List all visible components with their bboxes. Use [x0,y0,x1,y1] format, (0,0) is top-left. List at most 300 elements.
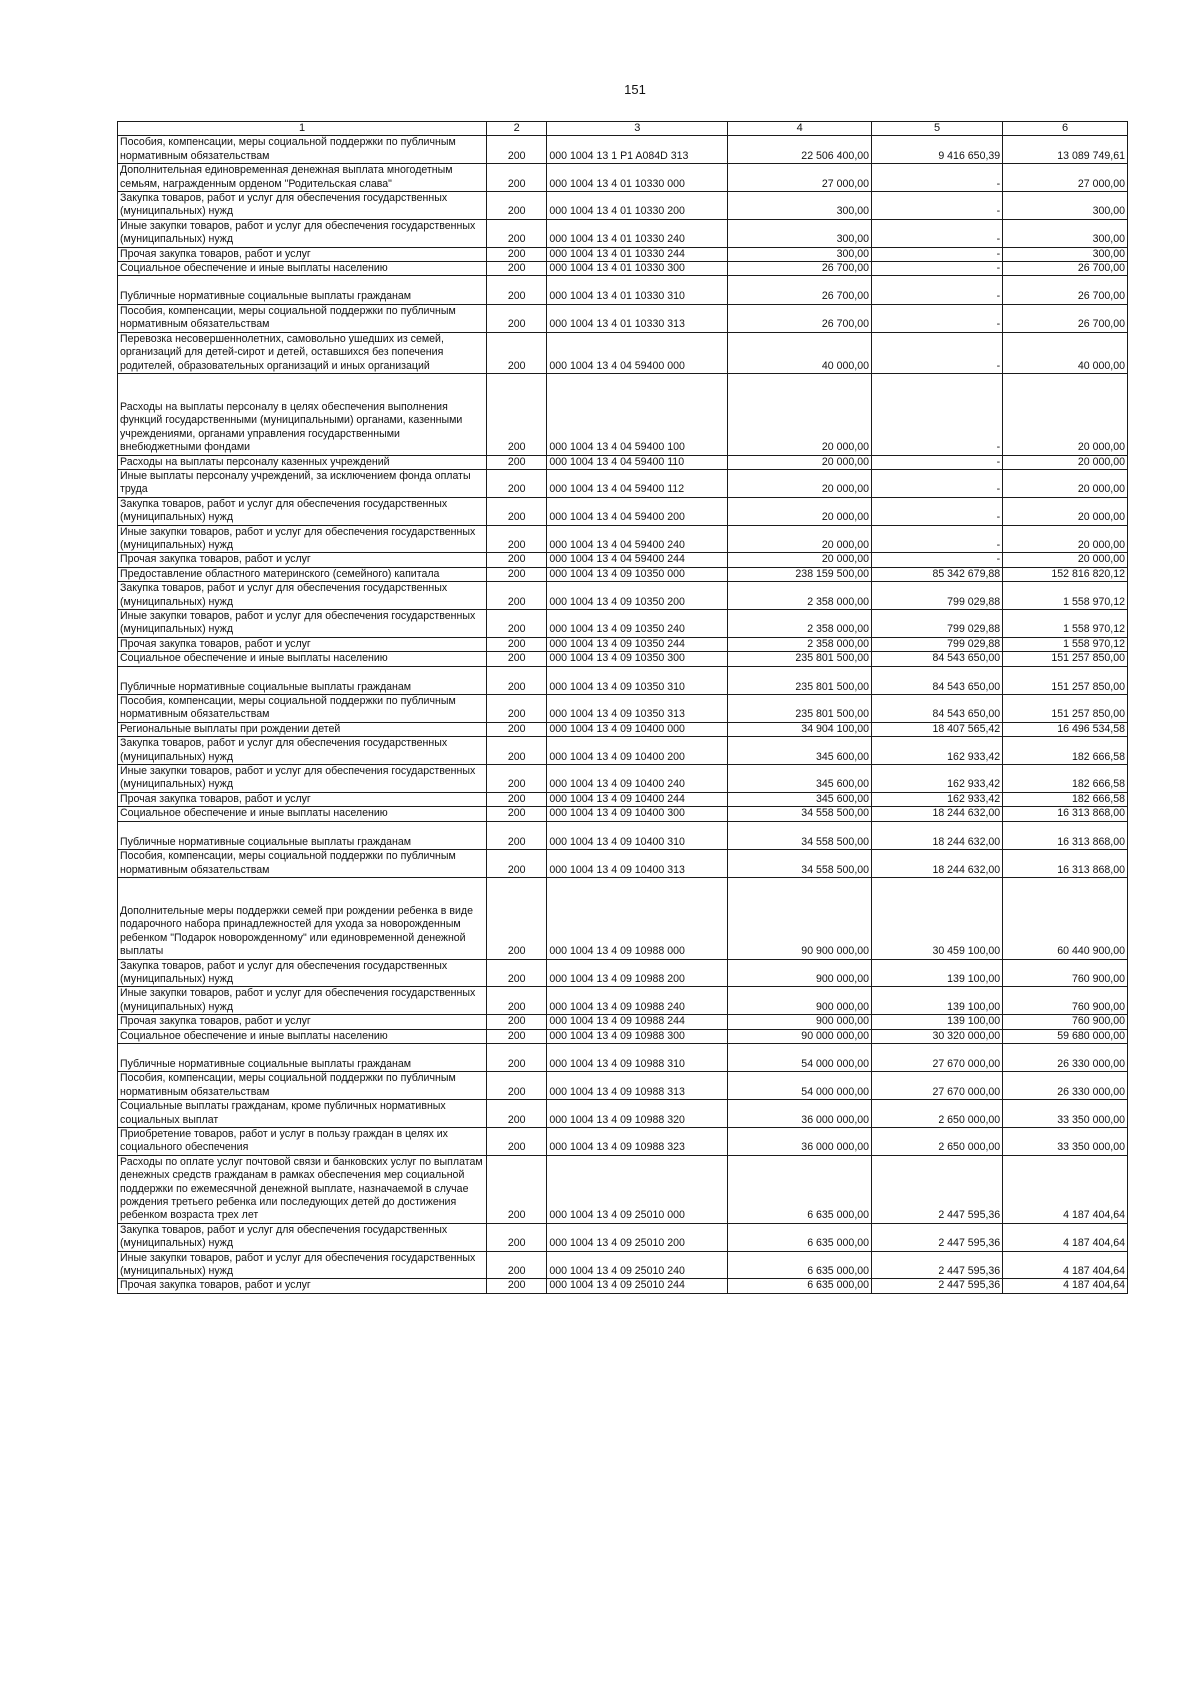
table-row [118,1072,1128,1100]
row-executed-amount: - [872,164,1003,192]
header-col-1: 1 [118,122,487,136]
row-admin-code: 200 [487,1015,547,1029]
row-name: Прочая закупка товаров, работ и услуг [118,553,487,567]
table-row [118,722,1128,736]
row-approved-amount: 40 000,00 [728,332,872,373]
row-executed-amount: 2 650 000,00 [872,1128,1003,1156]
table-row [118,567,1128,581]
row-executed-amount: - [872,304,1003,332]
header-row [118,122,1128,136]
row-name: Дополнительная единовременная денежная выплата многодетным семьям, награжденным орденом "Родительская слава" [118,164,487,192]
row-remaining-amount: 182 666,58 [1003,737,1128,765]
row-executed-amount: 2 447 595,36 [872,1155,1003,1223]
row-name: Иные закупки товаров, работ и услуг для обеспечения государственных (муниципальных) нужд [118,765,487,793]
row-approved-amount: 36 000 000,00 [728,1100,872,1128]
row-budget-code: 000 1004 13 4 09 10350 244 [547,637,728,651]
row-approved-amount: 20 000,00 [728,469,872,497]
row-executed-amount: 30 320 000,00 [872,1029,1003,1043]
header-col-3: 3 [547,122,728,136]
row-budget-code: 000 1004 13 4 04 59400 000 [547,332,728,373]
row-remaining-amount: 20 000,00 [1003,553,1128,567]
row-approved-amount: 34 558 500,00 [728,850,872,878]
row-remaining-amount: 1 558 970,12 [1003,637,1128,651]
row-name: Публичные нормативные социальные выплаты гражданам [118,1043,487,1071]
row-name: Закупка товаров, работ и услуг для обеспечения государственных (муниципальных) нужд [118,737,487,765]
row-admin-code: 200 [487,304,547,332]
row-name: Региональные выплаты при рождении детей [118,722,487,736]
row-remaining-amount: 20 000,00 [1003,455,1128,469]
table-row [118,666,1128,694]
row-approved-amount: 34 558 500,00 [728,821,872,849]
row-remaining-amount: 20 000,00 [1003,373,1128,455]
table-row [118,737,1128,765]
row-admin-code: 200 [487,136,547,164]
table-row [118,262,1128,276]
table-row [118,1029,1128,1043]
table-row [118,553,1128,567]
row-approved-amount: 300,00 [728,192,872,220]
row-admin-code: 200 [487,959,547,987]
row-remaining-amount: 4 187 404,64 [1003,1251,1128,1279]
row-admin-code: 200 [487,1128,547,1156]
row-approved-amount: 90 900 000,00 [728,877,872,959]
row-approved-amount: 2 358 000,00 [728,610,872,638]
row-remaining-amount: 4 187 404,64 [1003,1223,1128,1251]
row-admin-code: 200 [487,455,547,469]
table-row [118,807,1128,821]
row-budget-code: 000 1004 13 4 09 10988 300 [547,1029,728,1043]
row-executed-amount: 27 670 000,00 [872,1072,1003,1100]
row-admin-code: 200 [487,192,547,220]
table-row [118,1155,1128,1223]
budget-table [117,121,1128,1294]
header-col-6: 6 [1003,122,1128,136]
row-name: Приобретение товаров, работ и услуг в пользу граждан в целях их социального обеспечения [118,1128,487,1156]
row-admin-code: 200 [487,1029,547,1043]
row-executed-amount: - [872,332,1003,373]
row-executed-amount: 162 933,42 [872,792,1003,806]
row-admin-code: 200 [487,1251,547,1279]
row-remaining-amount: 760 900,00 [1003,987,1128,1015]
row-remaining-amount: 27 000,00 [1003,164,1128,192]
row-name: Социальное обеспечение и иные выплаты населению [118,652,487,666]
row-approved-amount: 345 600,00 [728,737,872,765]
row-approved-amount: 6 635 000,00 [728,1279,872,1293]
table-row [118,247,1128,261]
row-executed-amount: - [872,219,1003,247]
row-executed-amount: 799 029,88 [872,582,1003,610]
row-admin-code: 200 [487,332,547,373]
table-row [118,525,1128,553]
row-approved-amount: 235 801 500,00 [728,652,872,666]
row-budget-code: 000 1004 13 4 09 10988 310 [547,1043,728,1071]
row-budget-code: 000 1004 13 4 09 10988 244 [547,1015,728,1029]
row-admin-code: 200 [487,877,547,959]
table-row [118,1223,1128,1251]
row-executed-amount: 85 342 679,88 [872,567,1003,581]
row-executed-amount: 18 244 632,00 [872,821,1003,849]
row-name: Иные закупки товаров, работ и услуг для обеспечения государственных (муниципальных) нужд [118,525,487,553]
row-remaining-amount: 4 187 404,64 [1003,1155,1128,1223]
header-col-5: 5 [872,122,1003,136]
row-budget-code: 000 1004 13 4 09 10350 300 [547,652,728,666]
row-remaining-amount: 16 313 868,00 [1003,821,1128,849]
row-admin-code: 200 [487,1223,547,1251]
row-budget-code: 000 1004 13 4 04 59400 110 [547,455,728,469]
row-approved-amount: 34 904 100,00 [728,722,872,736]
row-budget-code: 000 1004 13 4 09 10988 323 [547,1128,728,1156]
row-name: Прочая закупка товаров, работ и услуг [118,1015,487,1029]
row-admin-code: 200 [487,164,547,192]
row-budget-code: 000 1004 13 4 09 10400 313 [547,850,728,878]
table-row [118,497,1128,525]
table-row [118,192,1128,220]
row-remaining-amount: 26 700,00 [1003,276,1128,304]
row-executed-amount: - [872,192,1003,220]
row-approved-amount: 26 700,00 [728,304,872,332]
row-approved-amount: 54 000 000,00 [728,1043,872,1071]
row-approved-amount: 900 000,00 [728,959,872,987]
row-approved-amount: 300,00 [728,247,872,261]
row-budget-code: 000 1004 13 4 01 10330 313 [547,304,728,332]
row-name: Закупка товаров, работ и услуг для обеспечения государственных (муниципальных) нужд [118,192,487,220]
row-executed-amount: - [872,455,1003,469]
row-admin-code: 200 [487,652,547,666]
row-budget-code: 000 1004 13 4 09 10350 310 [547,666,728,694]
row-approved-amount: 54 000 000,00 [728,1072,872,1100]
row-budget-code: 000 1004 13 4 09 10400 244 [547,792,728,806]
row-admin-code: 200 [487,737,547,765]
row-executed-amount: 139 100,00 [872,987,1003,1015]
table-header [118,122,1128,136]
row-admin-code: 200 [487,1155,547,1223]
row-budget-code: 000 1004 13 4 04 59400 100 [547,373,728,455]
table-row [118,877,1128,959]
row-approved-amount: 6 635 000,00 [728,1251,872,1279]
row-admin-code: 200 [487,666,547,694]
row-admin-code: 200 [487,553,547,567]
row-name: Прочая закупка товаров, работ и услуг [118,792,487,806]
row-approved-amount: 300,00 [728,219,872,247]
row-approved-amount: 20 000,00 [728,525,872,553]
table-row [118,1100,1128,1128]
row-admin-code: 200 [487,1279,547,1293]
row-budget-code: 000 1004 13 4 09 10988 000 [547,877,728,959]
table-row [118,610,1128,638]
table-row [118,792,1128,806]
table-row [118,1015,1128,1029]
row-name: Социальное обеспечение и иные выплаты населению [118,1029,487,1043]
table-row [118,455,1128,469]
row-budget-code: 000 1004 13 1 P1 A084D 313 [547,136,728,164]
row-remaining-amount: 20 000,00 [1003,525,1128,553]
row-name: Прочая закупка товаров, работ и услуг [118,247,487,261]
row-executed-amount: - [872,525,1003,553]
row-executed-amount: 84 543 650,00 [872,695,1003,723]
row-admin-code: 200 [487,219,547,247]
table-row [118,959,1128,987]
row-budget-code: 000 1004 13 4 09 10988 240 [547,987,728,1015]
row-remaining-amount: 151 257 850,00 [1003,666,1128,694]
row-budget-code: 000 1004 13 4 09 25010 200 [547,1223,728,1251]
row-remaining-amount: 1 558 970,12 [1003,582,1128,610]
row-remaining-amount: 760 900,00 [1003,959,1128,987]
table-row [118,765,1128,793]
header-col-2: 2 [487,122,547,136]
row-executed-amount: 799 029,88 [872,637,1003,651]
row-executed-amount: 2 447 595,36 [872,1251,1003,1279]
row-approved-amount: 90 000 000,00 [728,1029,872,1043]
table-row [118,164,1128,192]
row-executed-amount: 84 543 650,00 [872,652,1003,666]
row-budget-code: 000 1004 13 4 01 10330 200 [547,192,728,220]
row-approved-amount: 345 600,00 [728,792,872,806]
row-name: Иные выплаты персоналу учреждений, за исключением фонда оплаты труда [118,469,487,497]
row-remaining-amount: 40 000,00 [1003,332,1128,373]
table-row [118,695,1128,723]
header-col-4: 4 [728,122,872,136]
row-executed-amount: 2 650 000,00 [872,1100,1003,1128]
row-approved-amount: 34 558 500,00 [728,807,872,821]
row-name: Пособия, компенсации, меры социальной поддержки по публичным нормативным обязательствам [118,136,487,164]
row-admin-code: 200 [487,807,547,821]
table-row [118,1279,1128,1293]
row-remaining-amount: 151 257 850,00 [1003,652,1128,666]
row-remaining-amount: 151 257 850,00 [1003,695,1128,723]
row-admin-code: 200 [487,262,547,276]
row-admin-code: 200 [487,276,547,304]
row-approved-amount: 20 000,00 [728,553,872,567]
row-budget-code: 000 1004 13 4 01 10330 300 [547,262,728,276]
row-budget-code: 000 1004 13 4 09 10988 313 [547,1072,728,1100]
row-admin-code: 200 [487,1100,547,1128]
row-admin-code: 200 [487,637,547,651]
row-executed-amount: - [872,276,1003,304]
row-admin-code: 200 [487,247,547,261]
row-remaining-amount: 300,00 [1003,192,1128,220]
row-budget-code: 000 1004 13 4 09 10400 000 [547,722,728,736]
row-remaining-amount: 152 816 820,12 [1003,567,1128,581]
table-row [118,582,1128,610]
row-budget-code: 000 1004 13 4 04 59400 200 [547,497,728,525]
row-name: Пособия, компенсации, меры социальной поддержки по публичным нормативным обязательствам [118,850,487,878]
row-executed-amount: 139 100,00 [872,1015,1003,1029]
row-approved-amount: 238 159 500,00 [728,567,872,581]
row-remaining-amount: 26 700,00 [1003,262,1128,276]
table-row [118,276,1128,304]
row-name: Социальное обеспечение и иные выплаты населению [118,807,487,821]
row-name: Закупка товаров, работ и услуг для обеспечения государственных (муниципальных) нужд [118,582,487,610]
row-executed-amount: 18 244 632,00 [872,807,1003,821]
row-name: Расходы на выплаты персоналу в целях обеспечения выполнения функций государственными (муниципальными) органами, казенными учреждениями, органами управления государственными внебюджетными фондами [118,373,487,455]
row-name: Прочая закупка товаров, работ и услуг [118,637,487,651]
row-name: Предоставление областного материнского (семейного) капитала [118,567,487,581]
table-row [118,219,1128,247]
row-admin-code: 200 [487,582,547,610]
row-remaining-amount: 20 000,00 [1003,469,1128,497]
row-admin-code: 200 [487,373,547,455]
page-number: 151 [624,82,646,97]
row-name: Закупка товаров, работ и услуг для обеспечения государственных (муниципальных) нужд [118,497,487,525]
row-approved-amount: 900 000,00 [728,987,872,1015]
row-approved-amount: 20 000,00 [728,497,872,525]
row-admin-code: 200 [487,765,547,793]
row-remaining-amount: 4 187 404,64 [1003,1279,1128,1293]
row-budget-code: 000 1004 13 4 01 10330 244 [547,247,728,261]
row-approved-amount: 22 506 400,00 [728,136,872,164]
row-remaining-amount: 760 900,00 [1003,1015,1128,1029]
row-admin-code: 200 [487,821,547,849]
row-approved-amount: 6 635 000,00 [728,1223,872,1251]
row-executed-amount: - [872,262,1003,276]
row-admin-code: 200 [487,1072,547,1100]
table-row [118,1128,1128,1156]
table-row [118,332,1128,373]
row-budget-code: 000 1004 13 4 09 10400 310 [547,821,728,849]
row-remaining-amount: 16 313 868,00 [1003,850,1128,878]
row-name: Иные закупки товаров, работ и услуг для обеспечения государственных (муниципальных) нужд [118,219,487,247]
table-body [118,136,1128,1293]
row-remaining-amount: 300,00 [1003,247,1128,261]
row-budget-code: 000 1004 13 4 09 25010 244 [547,1279,728,1293]
row-remaining-amount: 20 000,00 [1003,497,1128,525]
row-name: Расходы по оплате услуг почтовой связи и банковских услуг по выплатам денежных средств гражданам в рамках обеспечения мер социальной поддержки по ежемесячной денежной выплате, назначаемой в случае рождения третьего ребенка или последующих детей до достижения ребенком возраста трех лет [118,1155,487,1223]
row-budget-code: 000 1004 13 4 09 10350 000 [547,567,728,581]
row-admin-code: 200 [487,792,547,806]
row-executed-amount: - [872,553,1003,567]
row-approved-amount: 36 000 000,00 [728,1128,872,1156]
row-executed-amount: 27 670 000,00 [872,1043,1003,1071]
row-remaining-amount: 182 666,58 [1003,792,1128,806]
row-remaining-amount: 60 440 900,00 [1003,877,1128,959]
row-remaining-amount: 300,00 [1003,219,1128,247]
table-row [118,469,1128,497]
table-row [118,987,1128,1015]
row-executed-amount: - [872,469,1003,497]
table-row [118,304,1128,332]
row-budget-code: 000 1004 13 4 09 10400 240 [547,765,728,793]
row-budget-code: 000 1004 13 4 09 25010 240 [547,1251,728,1279]
table-row [118,373,1128,455]
row-approved-amount: 27 000,00 [728,164,872,192]
row-remaining-amount: 33 350 000,00 [1003,1100,1128,1128]
row-budget-code: 000 1004 13 4 04 59400 244 [547,553,728,567]
row-remaining-amount: 59 680 000,00 [1003,1029,1128,1043]
row-admin-code: 200 [487,695,547,723]
row-budget-code: 000 1004 13 4 01 10330 000 [547,164,728,192]
row-name: Социальные выплаты гражданам, кроме публичных нормативных социальных выплат [118,1100,487,1128]
row-admin-code: 200 [487,610,547,638]
row-executed-amount: 84 543 650,00 [872,666,1003,694]
table-row [118,821,1128,849]
row-executed-amount: 2 447 595,36 [872,1279,1003,1293]
row-approved-amount: 345 600,00 [728,765,872,793]
row-budget-code: 000 1004 13 4 09 10400 300 [547,807,728,821]
row-remaining-amount: 16 313 868,00 [1003,807,1128,821]
row-executed-amount: 9 416 650,39 [872,136,1003,164]
row-budget-code: 000 1004 13 4 09 25010 000 [547,1155,728,1223]
row-budget-code: 000 1004 13 4 04 59400 112 [547,469,728,497]
row-executed-amount: 2 447 595,36 [872,1223,1003,1251]
row-executed-amount: 139 100,00 [872,959,1003,987]
row-budget-code: 000 1004 13 4 04 59400 240 [547,525,728,553]
row-budget-code: 000 1004 13 4 01 10330 310 [547,276,728,304]
row-budget-code: 000 1004 13 4 09 10988 200 [547,959,728,987]
row-name: Дополнительные меры поддержки семей при рождении ребенка в виде подарочного набора принадлежностей для ухода за новорожденным ребенком "Подарок новорожденному" или единовременной денежной выплаты [118,877,487,959]
row-name: Публичные нормативные социальные выплаты гражданам [118,666,487,694]
row-remaining-amount: 1 558 970,12 [1003,610,1128,638]
row-name: Закупка товаров, работ и услуг для обеспечения государственных (муниципальных) нужд [118,959,487,987]
row-approved-amount: 20 000,00 [728,455,872,469]
row-name: Расходы на выплаты персоналу казенных учреждений [118,455,487,469]
row-approved-amount: 20 000,00 [728,373,872,455]
row-admin-code: 200 [487,850,547,878]
row-approved-amount: 900 000,00 [728,1015,872,1029]
table-row [118,1251,1128,1279]
row-approved-amount: 235 801 500,00 [728,695,872,723]
row-executed-amount: 799 029,88 [872,610,1003,638]
row-budget-code: 000 1004 13 4 09 10988 320 [547,1100,728,1128]
row-admin-code: 200 [487,567,547,581]
row-admin-code: 200 [487,1043,547,1071]
table-row [118,136,1128,164]
row-budget-code: 000 1004 13 4 09 10350 313 [547,695,728,723]
table-row [118,1043,1128,1071]
table-row [118,637,1128,651]
row-executed-amount: 18 407 565,42 [872,722,1003,736]
row-admin-code: 200 [487,469,547,497]
row-approved-amount: 2 358 000,00 [728,582,872,610]
row-approved-amount: 235 801 500,00 [728,666,872,694]
row-budget-code: 000 1004 13 4 09 10350 200 [547,582,728,610]
row-executed-amount: - [872,497,1003,525]
row-approved-amount: 26 700,00 [728,276,872,304]
row-executed-amount: - [872,247,1003,261]
row-name: Иные закупки товаров, работ и услуг для обеспечения государственных (муниципальных) нужд [118,987,487,1015]
row-approved-amount: 6 635 000,00 [728,1155,872,1223]
row-executed-amount: 162 933,42 [872,765,1003,793]
row-budget-code: 000 1004 13 4 09 10350 240 [547,610,728,638]
row-name: Прочая закупка товаров, работ и услуг [118,1279,487,1293]
row-name: Социальное обеспечение и иные выплаты населению [118,262,487,276]
row-name: Пособия, компенсации, меры социальной поддержки по публичным нормативным обязательствам [118,695,487,723]
row-remaining-amount: 33 350 000,00 [1003,1128,1128,1156]
row-budget-code: 000 1004 13 4 09 10400 200 [547,737,728,765]
table-row [118,652,1128,666]
row-executed-amount: 30 459 100,00 [872,877,1003,959]
table-row [118,850,1128,878]
row-budget-code: 000 1004 13 4 01 10330 240 [547,219,728,247]
row-approved-amount: 2 358 000,00 [728,637,872,651]
row-remaining-amount: 16 496 534,58 [1003,722,1128,736]
row-remaining-amount: 182 666,58 [1003,765,1128,793]
row-name: Перевозка несовершеннолетних, самовольно ушедших из семей, организаций для детей-сирот и детей, оставшихся без попечения родителей, образовательных организаций и иных организаций [118,332,487,373]
row-admin-code: 200 [487,525,547,553]
row-name: Иные закупки товаров, работ и услуг для обеспечения государственных (муниципальных) нужд [118,610,487,638]
row-name: Публичные нормативные социальные выплаты гражданам [118,821,487,849]
row-executed-amount: 162 933,42 [872,737,1003,765]
row-name: Иные закупки товаров, работ и услуг для обеспечения государственных (муниципальных) нужд [118,1251,487,1279]
row-admin-code: 200 [487,722,547,736]
row-remaining-amount: 13 089 749,61 [1003,136,1128,164]
row-name: Пособия, компенсации, меры социальной поддержки по публичным нормативным обязательствам [118,304,487,332]
row-approved-amount: 26 700,00 [728,262,872,276]
row-executed-amount: 18 244 632,00 [872,850,1003,878]
row-remaining-amount: 26 330 000,00 [1003,1043,1128,1071]
row-name: Публичные нормативные социальные выплаты гражданам [118,276,487,304]
row-name: Пособия, компенсации, меры социальной поддержки по публичным нормативным обязательствам [118,1072,487,1100]
row-remaining-amount: 26 700,00 [1003,304,1128,332]
